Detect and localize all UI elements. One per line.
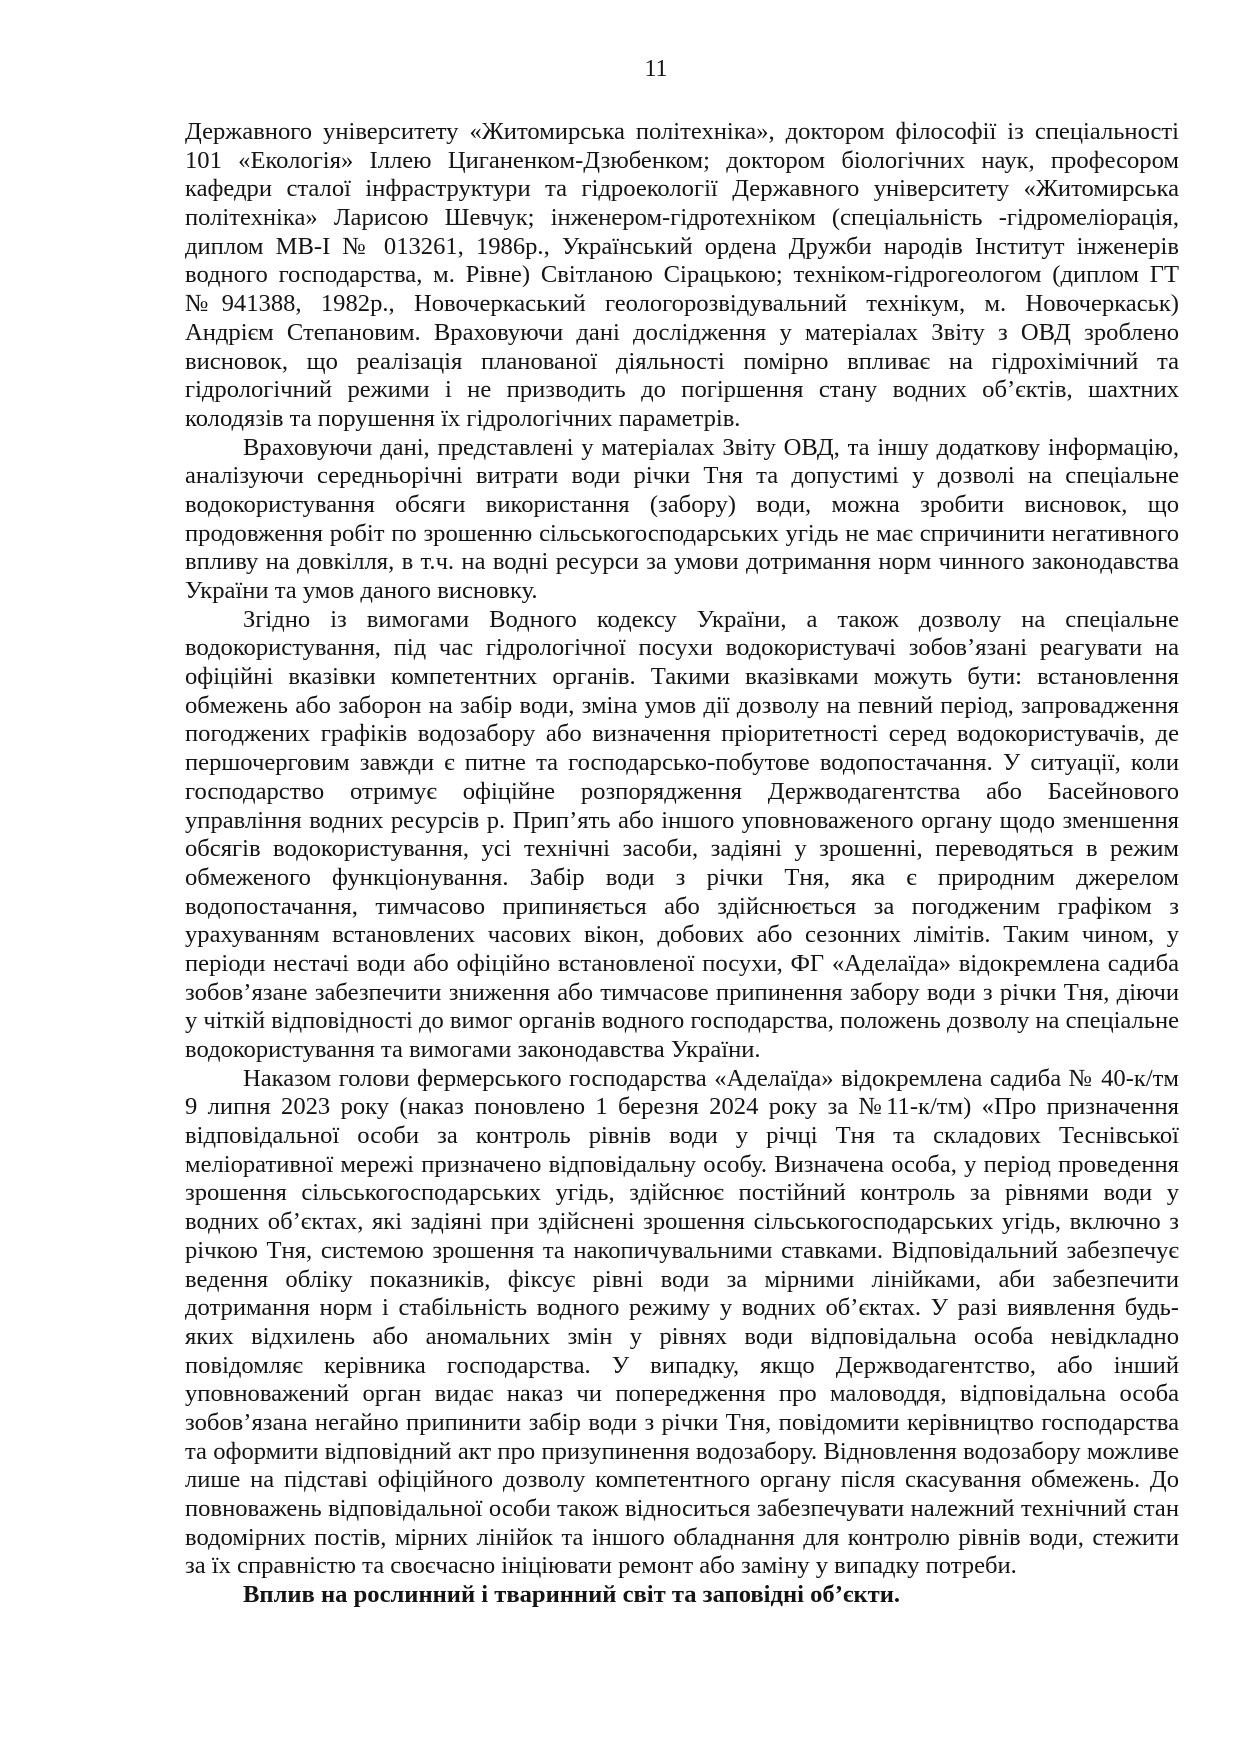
- text-line: зобов’язане забезпечити зниження або тимчасове припинення забору води з річки Тня, діючи: [185, 978, 1179, 1006]
- text-line: меліоративної мережі призначено відповідальну особу. Визначена особа, у період проведення: [185, 1150, 1179, 1178]
- text-line: України та умов даного висновку.: [185, 577, 538, 604]
- text-line: Державного університету «Житомирська політехніка», доктором філософії із спеціальності: [185, 118, 1179, 145]
- section-heading-text: Вплив на рослинний і тваринний світ та заповідні об’єкти.: [243, 1581, 901, 1609]
- text-line: водного господарства, м. Рівне) Світланою Сірацькою; техніком-гідрогеологом (диплом ГТ: [185, 261, 1179, 289]
- text-line: водокористування, під час гідрологічної посухи водокористувачі зобов’язані реагувати на: [185, 634, 1179, 662]
- paragraph: [185, 606, 1179, 1065]
- text-line: водомірних постів, мірних лінійок та іншого обладнання для контролю рівнів води, стежити: [185, 1523, 1179, 1551]
- text-line: диплом МВ-І № 013261, 1986р., Український ордена Дружби народів Інститут інженерів: [185, 232, 1179, 260]
- text-line: аналізуючи середньорічні витрати води річки Тня та допустимі у дозволі на спеціальне: [185, 462, 1179, 490]
- text-line: уповноважений орган видає наказ чи попередження про маловоддя, відповідальна особа: [185, 1380, 1179, 1408]
- text-line: водних об’єктах, які задіяні при здійснені зрошення сільськогосподарських угідь, включно з: [185, 1208, 1179, 1236]
- text-line: першочерговим завжди є питне та господарсько-побутове водопостачання. У ситуації, коли: [185, 749, 1179, 777]
- text-line: періоди нестачі води або офіційно встановленої посухи, ФГ «Аделаїда» відокремлена садиба: [185, 949, 1179, 977]
- text-line: Наказом голови фермерського господарства «Аделаїда» відокремлена садиба № 40-к/тм: [243, 1064, 1179, 1092]
- document-body: [185, 118, 1179, 1610]
- text-line: гідрологічний режими і не призводить до погіршення стану водних об’єктів, шахтних: [185, 376, 1179, 404]
- text-line: яких відхилень або аномальних змін у рівнях води відповідальна особа невідкладно: [185, 1322, 1179, 1350]
- text-line: офіційні вказівки компетентних органів. Такими вказівками можуть бути: встановлення: [185, 663, 1179, 691]
- text-line: водокористування та вимогами законодавства України.: [185, 1036, 761, 1063]
- text-line: зобов’язана негайно припинити забір води з річки Тня, повідомити керівництво господарства: [185, 1408, 1179, 1436]
- text-line: Андрієм Степановим. Враховуючи дані дослідження у матеріалах Звіту з ОВД зроблено: [185, 318, 1179, 346]
- text-line: погоджених графіків водозабору або визначення пріоритетності серед водокористувачів, де: [185, 720, 1179, 748]
- text-line: Згідно із вимогами Водного кодексу України, а також дозволу на спеціальне: [243, 605, 1179, 633]
- text-line: зрошення сільськогосподарських угідь, здійснює постійний контроль за рівнями води у: [185, 1179, 1179, 1207]
- text-line: ведення обліку показників, фіксує рівні води за мірними лінійками, аби забезпечити: [185, 1265, 1179, 1293]
- text-line: водопостачання, тимчасово припиняється або здійснюється за погодженим графіком з: [185, 892, 1179, 920]
- text-line: кафедри сталої інфраструктури та гідроекології Державного університету «Житомирська: [185, 175, 1179, 203]
- text-line: №941388, 1982р., Новочеркаський геологорозвідувальний технікум, м. Новочеркаськ): [185, 290, 1179, 318]
- text-line: повноважень відповідальної особи також відноситься забезпечувати належний технічний стан: [185, 1495, 1179, 1522]
- page-number: 11: [644, 56, 668, 82]
- text-line: політехніка» Ларисою Шевчук; інженером-гідротехніком (спеціальність -гідромеліорація,: [185, 204, 1179, 232]
- text-line: продовження робіт по зрошенню сільськогосподарських угідь не має спричинити негативного: [185, 519, 1179, 547]
- paragraph: [185, 434, 1179, 606]
- text-line: 101 «Екологія» Іллею Циганенком-Дзюбенком; доктором біологічних наук, професором: [185, 146, 1179, 174]
- paragraph: [185, 1065, 1179, 1581]
- text-line: за їх справністю та своєчасно ініціювати ремонт або заміну у випадку потреби.: [185, 1552, 1017, 1580]
- section-heading: [185, 1581, 1179, 1610]
- text-line: та оформити відповідний акт про призупинення водозабору. Відновлення водозабору можливе: [185, 1437, 1179, 1465]
- paragraph: [185, 118, 1179, 434]
- text-line: господарство отримує офіційне розпорядження Держводагентства або Басейнового: [185, 777, 1179, 805]
- text-line: висновок, що реалізація планованої діяльності помірно впливає на гідрохімічний та: [185, 347, 1179, 375]
- text-line: управління водних ресурсів р. Прип’ять або іншого уповноваженого органу щодо зменшення: [185, 806, 1179, 834]
- text-line: у чіткій відповідності до вимог органів водного господарства, положень дозволу на спеціальне: [185, 1007, 1179, 1035]
- text-line: річкою Тня, системою зрошення та накопичувальними ставками. Відповідальний забезпечує: [185, 1236, 1179, 1264]
- text-line: обмежень або заборон на забір води, зміна умов дії дозволу на певний період, запровадження: [185, 691, 1179, 719]
- text-line: урахуванням встановлених часових вікон, добових або сезонних лімітів. Таким чином, у: [185, 921, 1179, 949]
- text-line: обмеженого функціонування. Забір води з річки Тня, яка є природним джерелом: [185, 863, 1179, 891]
- text-line: повідомляє керівника господарства. У випадку, якщо Держводагентство, або інший: [185, 1351, 1179, 1379]
- text-line: впливу на довкілля, в т.ч. на водні ресурси за умови дотримання норм чинного законодавства: [185, 548, 1179, 576]
- text-line: дотримання норм і стабільність водного режиму у водних об’єктах. У разі виявлення будь-: [185, 1294, 1179, 1322]
- text-line: лише на підставі офіційного дозволу компетентного органу після скасування обмежень. До: [185, 1466, 1179, 1494]
- text-line: Враховуючи дані, представлені у матеріалах Звіту ОВД, та іншу додаткову інформацію,: [243, 433, 1179, 461]
- text-line: колодязів та порушення їх гідрологічних параметрів.: [185, 404, 741, 432]
- text-line: відповідальної особи за контроль рівнів води у річці Тня та складових Теснівської: [185, 1122, 1179, 1150]
- text-line: 9 липня 2023 року (наказ поновлено 1 березня 2024 року за №11-к/тм) «Про призначення: [185, 1093, 1179, 1121]
- text-line: обсягів водокористування, усі технічні засоби, задіяні у зрошенні, переводяться в режим: [185, 835, 1179, 863]
- text-line: водокористування обсяги використання (забору) води, можна зробити висновок, що: [185, 490, 1179, 518]
